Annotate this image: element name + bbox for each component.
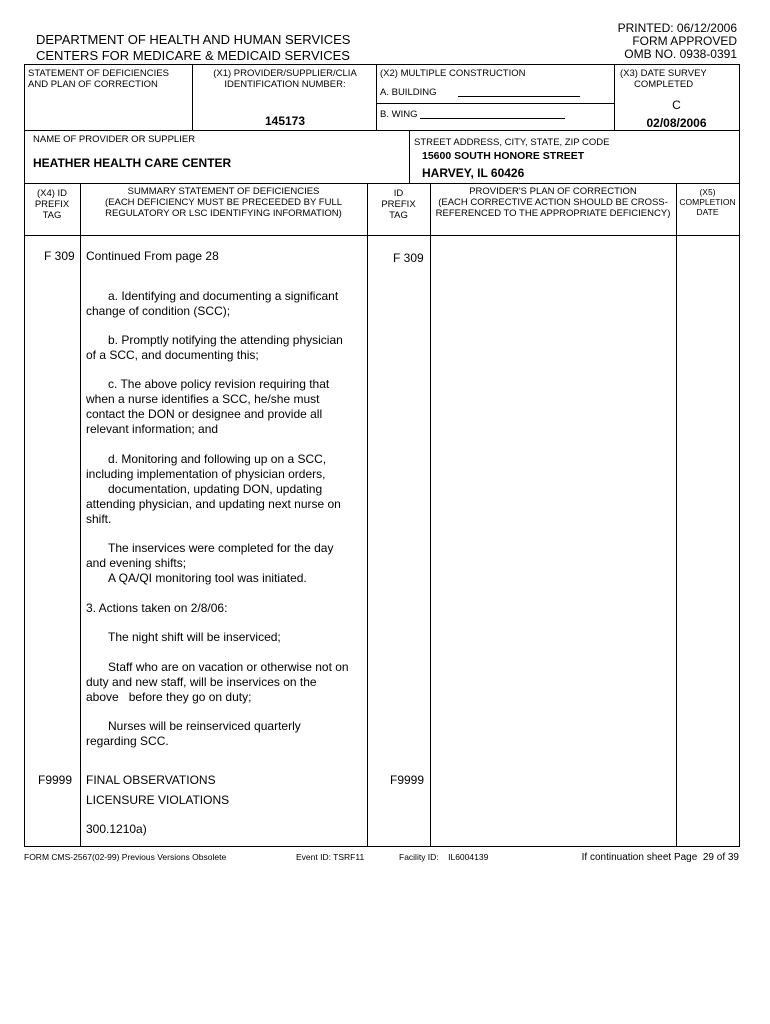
omb-number: OMB NO. 0938-0391 (624, 47, 737, 61)
text-line (86, 377, 366, 392)
statement-line: AND PLAN OF CORRECTION (28, 79, 158, 90)
divider-h (376, 103, 614, 104)
x2-label: (X2) MULTIPLE CONSTRUCTION (380, 68, 526, 79)
text-span: a. Identifying and documenting a significant (108, 289, 339, 303)
text-line: when a nurse identifies a SCC, he/she must (86, 392, 320, 406)
section-heading: FINAL OBSERVATIONS (86, 773, 216, 787)
plan-prefix-tag: F9999 (390, 773, 425, 787)
provider-name: HEATHER HEALTH CARE CENTER (33, 156, 232, 170)
x1-line: IDENTIFICATION NUMBER: (224, 79, 346, 90)
deficiency-paragraph (86, 630, 366, 645)
form-meta (618, 22, 737, 61)
statement-label (28, 68, 169, 90)
header-line: SUMMARY STATEMENT OF DEFICIENCIES (127, 186, 320, 197)
text-span: The inservices were completed for the day (108, 541, 334, 555)
text-span: c. The above policy revision requiring that (108, 377, 330, 391)
frame-divider-2 (24, 183, 740, 184)
frame-divider-1 (24, 130, 740, 131)
printed-date: PRINTED: 06/12/2006 (617, 21, 737, 35)
text-line (86, 482, 366, 497)
text-line (86, 660, 366, 675)
text-line: contact the DON or designee and provide all (86, 407, 323, 421)
text-line: regarding SCC. (86, 734, 169, 748)
id-header (367, 188, 430, 221)
header-line: TAG (389, 210, 408, 221)
text-line (86, 630, 366, 645)
event-id: Event ID: TSRF11 (296, 852, 365, 862)
header-line: REFERENCED TO THE APPROPRIATE DEFICIENCY) (435, 208, 671, 219)
page-indicator: If continuation sheet Page 29 of 39 (581, 852, 739, 863)
text-line: above before they go on duty; (86, 690, 252, 704)
text-span: d. Monitoring and following up on a SCC, (108, 452, 327, 466)
text-line (86, 571, 366, 586)
divider-v (376, 64, 377, 130)
text-line (86, 289, 366, 304)
header-line: PREFIX (381, 199, 416, 210)
deficiency-paragraph (86, 289, 366, 319)
dept-line2: CENTERS FOR MEDICARE & MEDICAID SERVICES (36, 48, 350, 63)
survey-date: 02/08/2006 (646, 116, 707, 130)
form-number: FORM CMS-2567(02-99) Previous Versions Obsolete (24, 852, 227, 862)
text-span: b. Promptly notifying the attending physician (108, 333, 343, 347)
header-line: (X5) (699, 187, 716, 197)
divider-v (676, 183, 677, 846)
x1-label (194, 68, 376, 90)
header-line: ID (393, 188, 404, 199)
provider-name-label: NAME OF PROVIDER OR SUPPLIER (33, 134, 196, 145)
deficiency-paragraph (86, 333, 366, 363)
header-line: PROVIDER'S PLAN OF CORRECTION (469, 186, 637, 197)
deficiency-text: Continued From page 28 (86, 249, 219, 263)
frame-right (739, 64, 740, 846)
divider-v (367, 183, 368, 846)
divider-v (80, 183, 81, 846)
street-address: 15600 SOUTH HONORE STREET (422, 150, 585, 162)
text-span: Nurses will be reinserviced quarterly (108, 719, 301, 733)
header-line: PREFIX (34, 199, 70, 210)
deficiency-text: 3. Actions taken on 2/8/06: (86, 601, 228, 615)
frame-left (24, 64, 25, 846)
x3-label (620, 68, 707, 90)
city-state-zip: HARVEY, IL 60426 (422, 166, 525, 180)
header-line: (EACH DEFICIENCY MUST BE PRECEEDED BY FULL (104, 197, 343, 208)
prefix-tag: F 309 (44, 249, 75, 263)
header-line: TAG (42, 210, 62, 221)
plan-prefix-tag: F 309 (393, 251, 424, 265)
building-label: A. BUILDING (380, 87, 437, 98)
wing-field (420, 118, 565, 119)
text-span: A QA/QI monitoring tool was initiated. (108, 571, 307, 585)
header-line: (X4) ID (36, 188, 68, 199)
deficiency-paragraph (86, 452, 366, 527)
divider-v (192, 64, 193, 130)
x1-line: (X1) PROVIDER/SUPPLIER/CLIA (213, 68, 357, 79)
text-line (86, 333, 366, 348)
frame-bottom (24, 846, 740, 847)
text-line: and evening shifts; (86, 556, 187, 570)
regulation-ref: 300.1210a) (86, 822, 147, 836)
form-approved: FORM APPROVED (632, 34, 737, 48)
text-line: attending physician, and updating next nurse on (86, 497, 341, 511)
section-heading: LICENSURE VIOLATIONS (86, 793, 230, 807)
dept-line1: DEPARTMENT OF HEALTH AND HUMAN SERVICES (36, 32, 351, 47)
deficiency-paragraph (86, 541, 366, 586)
header-line: REGULATORY OR LSC IDENTIFYING INFORMATION) (105, 208, 342, 219)
x3-line: COMPLETED (634, 79, 694, 90)
deficiency-paragraph (86, 719, 366, 749)
deficiency-paragraph (86, 660, 366, 705)
divider-v (409, 130, 410, 183)
header-line: DATE (696, 207, 719, 217)
text-span: Staff who are on vacation or otherwise not on (108, 660, 349, 674)
summary-header (80, 186, 367, 219)
text-span: documentation, updating DON, updating (108, 482, 323, 496)
text-line: including implementation of physician orders, (86, 467, 326, 481)
frame-top (24, 64, 740, 65)
frame-divider-3 (24, 235, 740, 236)
text-line (86, 452, 366, 467)
provider-id: 145173 (264, 114, 306, 128)
building-field (458, 96, 580, 97)
text-line: shift. (86, 512, 112, 526)
facility-id: Facility ID: IL6004139 (399, 852, 489, 862)
x5-header (676, 187, 739, 217)
address-label: STREET ADDRESS, CITY, STATE, ZIP CODE (414, 137, 610, 148)
x3-line: (X3) DATE SURVEY (620, 68, 707, 79)
wing-label: B. WING (380, 109, 418, 120)
agency-title (36, 32, 350, 64)
header-line: (EACH CORRECTIVE ACTION SHOULD BE CROSS- (438, 197, 668, 208)
text-line: relevant information; and (86, 422, 219, 436)
text-span: The night shift will be inserviced; (108, 630, 281, 644)
statement-line: STATEMENT OF DEFICIENCIES (28, 68, 169, 79)
text-line: duty and new staff, will be inservices on the (86, 675, 317, 689)
x4-header (24, 188, 80, 221)
survey-code: C (672, 98, 681, 112)
text-line: of a SCC, and documenting this; (86, 348, 259, 362)
deficiency-paragraph (86, 377, 366, 437)
prefix-tag: F9999 (38, 773, 73, 787)
plan-header (430, 186, 676, 219)
text-line (86, 719, 366, 734)
text-line (86, 541, 366, 556)
divider-v (430, 183, 431, 846)
text-line: change of condition (SCC); (86, 304, 231, 318)
header-line: COMPLETION (679, 197, 736, 207)
